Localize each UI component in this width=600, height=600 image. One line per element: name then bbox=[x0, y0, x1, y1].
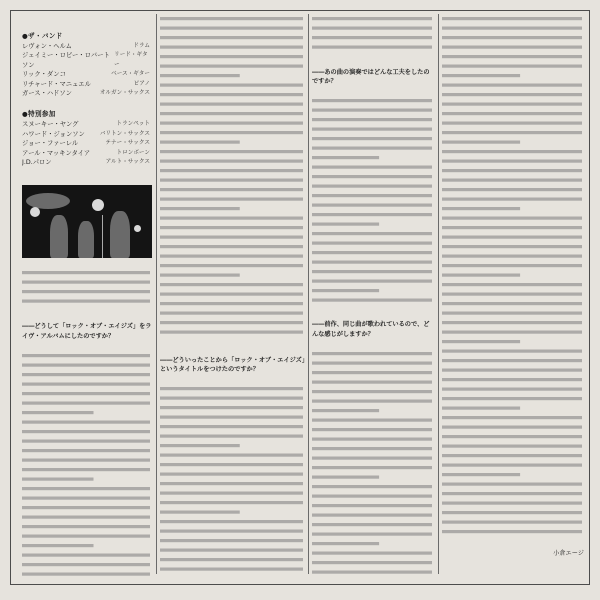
text-lines bbox=[312, 96, 434, 306]
text-line bbox=[312, 17, 432, 20]
text-line bbox=[312, 204, 432, 207]
text-line bbox=[160, 501, 303, 504]
interview-question: ――あの曲の演奏ではどんな工夫をしたのですか？ bbox=[312, 69, 430, 86]
column-divider bbox=[308, 14, 309, 574]
text-line bbox=[442, 321, 582, 324]
member-role: リード・ギター bbox=[114, 52, 148, 68]
text-line bbox=[442, 160, 582, 163]
body-text-block bbox=[22, 268, 152, 308]
text-line bbox=[22, 477, 94, 480]
text-line bbox=[312, 551, 432, 554]
special-member-list bbox=[22, 120, 152, 167]
text-line bbox=[312, 380, 432, 383]
text-line bbox=[160, 435, 303, 438]
text-line bbox=[160, 530, 303, 533]
stage-light bbox=[30, 207, 40, 217]
text-line bbox=[442, 416, 582, 419]
member-name: ハワード・ジョンソン bbox=[22, 130, 85, 138]
text-line bbox=[312, 504, 432, 507]
member-role: アルト・サックス bbox=[105, 159, 150, 166]
member-name: レヴォン・ヘルム bbox=[22, 43, 72, 50]
text-line bbox=[442, 141, 520, 144]
text-line bbox=[160, 312, 303, 315]
text-line bbox=[442, 340, 520, 343]
text-line bbox=[22, 544, 94, 547]
text-line bbox=[160, 55, 303, 58]
text-line bbox=[442, 454, 582, 457]
text-lines bbox=[22, 351, 152, 579]
performer-figure bbox=[78, 221, 94, 258]
text-line bbox=[312, 109, 432, 112]
text-line bbox=[442, 274, 520, 277]
microphone-stand bbox=[102, 215, 103, 258]
text-line bbox=[312, 36, 432, 39]
text-line bbox=[442, 74, 520, 77]
text-lines bbox=[312, 349, 434, 579]
text-line bbox=[22, 525, 150, 528]
text-line bbox=[160, 331, 303, 334]
text-line bbox=[160, 198, 303, 201]
text-line bbox=[160, 520, 303, 523]
text-line bbox=[160, 36, 303, 39]
text-line bbox=[442, 188, 582, 191]
text-line bbox=[442, 27, 582, 30]
text-line bbox=[442, 93, 582, 96]
text-line bbox=[312, 418, 432, 421]
text-line bbox=[312, 299, 432, 302]
text-line bbox=[442, 179, 582, 182]
text-line bbox=[312, 156, 379, 159]
text-line bbox=[442, 36, 582, 39]
text-line bbox=[442, 169, 582, 172]
text-line bbox=[22, 392, 150, 395]
text-line bbox=[442, 245, 582, 248]
text-line bbox=[312, 523, 432, 526]
band-member bbox=[22, 51, 152, 70]
text-line bbox=[312, 513, 432, 516]
interview-question: ――どういったことから「ロック・オブ・エイジズ」というタイトルをつけたのですか？ bbox=[160, 357, 305, 374]
band-heading: ●ザ・バンド bbox=[22, 32, 63, 40]
text-line bbox=[312, 447, 432, 450]
text-line bbox=[312, 561, 432, 564]
text-line bbox=[312, 466, 432, 469]
text-line bbox=[442, 473, 520, 476]
text-line bbox=[160, 179, 303, 182]
text-line bbox=[160, 188, 303, 191]
text-line bbox=[160, 74, 240, 77]
text-line bbox=[160, 549, 303, 552]
text-line bbox=[160, 112, 303, 115]
text-line bbox=[312, 361, 432, 364]
text-line bbox=[312, 570, 432, 573]
text-line bbox=[442, 388, 582, 391]
text-line bbox=[160, 169, 303, 172]
text-line bbox=[312, 409, 379, 412]
text-line bbox=[312, 128, 432, 131]
text-line bbox=[160, 17, 303, 20]
text-line bbox=[22, 449, 150, 452]
text-line bbox=[442, 131, 582, 134]
text-line bbox=[22, 515, 150, 518]
text-line bbox=[160, 245, 303, 248]
text-line bbox=[442, 112, 582, 115]
text-line bbox=[442, 511, 582, 514]
body-text-block bbox=[312, 349, 434, 579]
text-line bbox=[442, 312, 582, 315]
text-line bbox=[160, 511, 240, 514]
text-line bbox=[442, 236, 582, 239]
column-4 bbox=[442, 14, 584, 579]
text-line bbox=[442, 397, 582, 400]
member-role: オルガン・サックス bbox=[99, 90, 150, 97]
member-name: リック・ダンコ bbox=[22, 71, 66, 79]
text-line bbox=[160, 444, 240, 447]
text-line bbox=[442, 122, 582, 125]
guest-member bbox=[22, 120, 152, 129]
text-line bbox=[160, 27, 303, 30]
text-line bbox=[312, 99, 432, 102]
text-line bbox=[312, 485, 432, 488]
member-name: ジョー・ファーレル bbox=[22, 140, 79, 148]
text-line bbox=[160, 473, 303, 476]
text-lines bbox=[160, 384, 305, 574]
text-line bbox=[160, 321, 303, 324]
text-line bbox=[442, 293, 582, 296]
text-line bbox=[160, 217, 303, 220]
body-text-block bbox=[160, 384, 305, 574]
text-line bbox=[312, 185, 432, 188]
text-line bbox=[160, 255, 303, 258]
text-line bbox=[442, 17, 582, 20]
text-line bbox=[160, 264, 303, 267]
interview-question: ――前作、同じ曲が歌われているので、どんな感じがしますか？ bbox=[312, 321, 430, 338]
text-line bbox=[312, 46, 432, 49]
text-line bbox=[442, 103, 582, 106]
text-line bbox=[22, 271, 150, 274]
text-line bbox=[442, 350, 582, 353]
column-divider bbox=[156, 14, 157, 574]
guest-member bbox=[22, 149, 152, 158]
text-line bbox=[22, 506, 150, 509]
text-line bbox=[160, 397, 303, 400]
member-name: リチャード・マニュエル bbox=[22, 80, 91, 88]
text-line bbox=[442, 492, 582, 495]
text-line bbox=[312, 494, 432, 497]
text-line bbox=[442, 426, 582, 429]
text-line bbox=[160, 568, 303, 571]
text-line bbox=[160, 274, 240, 277]
text-line bbox=[442, 302, 582, 305]
text-line bbox=[312, 532, 432, 535]
text-line bbox=[22, 487, 150, 490]
text-line bbox=[22, 563, 150, 566]
text-line bbox=[312, 371, 432, 374]
text-line bbox=[22, 439, 150, 442]
text-line bbox=[22, 420, 150, 423]
text-line bbox=[442, 483, 582, 486]
text-line bbox=[312, 475, 379, 478]
text-line bbox=[160, 131, 303, 134]
text-line bbox=[160, 492, 303, 495]
text-line bbox=[312, 118, 432, 121]
member-name: スヌーキー・ヤング bbox=[22, 121, 79, 129]
text-line bbox=[312, 352, 432, 355]
text-line bbox=[22, 401, 150, 404]
text-lines bbox=[312, 14, 434, 54]
text-line bbox=[160, 406, 303, 409]
text-line bbox=[442, 435, 582, 438]
text-line bbox=[312, 428, 432, 431]
column-2 bbox=[160, 14, 305, 579]
text-line bbox=[22, 572, 150, 575]
text-line bbox=[312, 27, 432, 30]
text-line bbox=[160, 463, 303, 466]
text-line bbox=[442, 207, 520, 210]
text-line bbox=[22, 496, 150, 499]
guest-member bbox=[22, 139, 152, 148]
text-line bbox=[22, 553, 150, 556]
band-member bbox=[22, 80, 152, 89]
text-line bbox=[312, 280, 432, 283]
text-line bbox=[160, 293, 303, 296]
text-line bbox=[160, 84, 303, 87]
text-line bbox=[442, 150, 582, 153]
text-line bbox=[312, 147, 432, 150]
text-line bbox=[22, 281, 150, 284]
text-line bbox=[442, 530, 582, 533]
text-line bbox=[312, 270, 432, 273]
text-line bbox=[160, 103, 303, 106]
band-member-list bbox=[22, 42, 152, 98]
text-line bbox=[312, 542, 379, 545]
text-line bbox=[160, 425, 303, 428]
text-line bbox=[442, 84, 582, 87]
text-line bbox=[160, 150, 303, 153]
text-line bbox=[22, 290, 150, 293]
text-line bbox=[312, 261, 432, 264]
text-line bbox=[312, 289, 379, 292]
text-line bbox=[442, 464, 582, 467]
text-line bbox=[442, 226, 582, 229]
member-name: J.D.パロン bbox=[22, 159, 52, 167]
interview-question: ――どうして「ロック・オブ・エイジズ」をライヴ・アルバムにしたのですか？ bbox=[22, 323, 152, 340]
member-role: ドラム bbox=[133, 43, 150, 49]
special-guests-heading: ●特別参加 bbox=[22, 110, 56, 119]
text-line bbox=[22, 411, 94, 414]
text-line bbox=[442, 264, 582, 267]
text-line bbox=[160, 236, 303, 239]
text-line bbox=[22, 468, 150, 471]
text-line bbox=[442, 378, 582, 381]
text-line bbox=[312, 175, 432, 178]
text-line bbox=[160, 160, 303, 163]
guest-member bbox=[22, 158, 152, 167]
author-signature: 小倉エージ bbox=[553, 550, 584, 557]
text-line bbox=[442, 283, 582, 286]
text-line bbox=[22, 354, 150, 357]
text-line bbox=[442, 369, 582, 372]
member-role: テナー・サックス bbox=[105, 140, 150, 147]
text-line bbox=[442, 217, 582, 220]
text-line bbox=[312, 399, 432, 402]
text-line bbox=[160, 539, 303, 542]
member-role: バリトン・サックス bbox=[99, 130, 150, 137]
text-line bbox=[442, 331, 582, 334]
text-lines bbox=[160, 14, 305, 342]
text-line bbox=[442, 502, 582, 505]
band-member bbox=[22, 89, 152, 98]
member-role: ピアノ bbox=[133, 80, 150, 87]
text-line bbox=[22, 300, 150, 303]
column-1 bbox=[22, 14, 152, 579]
performer-figure bbox=[110, 211, 130, 258]
member-role: ベース・ギター bbox=[111, 71, 150, 78]
text-line bbox=[160, 387, 303, 390]
member-name: アール・マッキンタイア bbox=[22, 149, 91, 157]
text-line bbox=[312, 194, 432, 197]
text-line bbox=[312, 390, 432, 393]
text-line bbox=[22, 363, 150, 366]
stage-light bbox=[134, 225, 141, 232]
body-text-block bbox=[312, 96, 434, 306]
text-line bbox=[160, 46, 303, 49]
text-line bbox=[22, 430, 150, 433]
text-line bbox=[22, 458, 150, 461]
text-line bbox=[312, 213, 432, 216]
text-lines bbox=[442, 14, 584, 544]
body-text-block bbox=[442, 14, 584, 544]
text-line bbox=[160, 302, 303, 305]
text-line bbox=[160, 283, 303, 286]
text-line bbox=[22, 534, 150, 537]
text-line bbox=[160, 558, 303, 561]
live-band-photo bbox=[22, 185, 152, 258]
stage-light bbox=[92, 199, 104, 211]
text-line bbox=[312, 232, 432, 235]
band-member bbox=[22, 42, 152, 51]
text-line bbox=[442, 55, 582, 58]
guest-member bbox=[22, 130, 152, 139]
text-line bbox=[160, 122, 303, 125]
member-name: ジェイミー・ロビー・ロバートソン bbox=[22, 52, 110, 69]
text-line bbox=[312, 242, 432, 245]
text-line bbox=[312, 437, 432, 440]
text-line bbox=[160, 416, 303, 419]
text-line bbox=[22, 382, 150, 385]
performer-figure bbox=[50, 215, 68, 258]
text-line bbox=[160, 454, 303, 457]
text-line bbox=[312, 137, 432, 140]
text-line bbox=[160, 141, 240, 144]
text-line bbox=[442, 255, 582, 258]
body-text-block bbox=[160, 14, 305, 342]
body-text-block bbox=[22, 351, 152, 579]
column-3 bbox=[312, 14, 434, 579]
text-line bbox=[442, 46, 582, 49]
text-line bbox=[22, 373, 150, 376]
text-line bbox=[442, 445, 582, 448]
text-line bbox=[312, 166, 432, 169]
member-role: トロンボーン bbox=[116, 149, 150, 156]
text-line bbox=[160, 207, 240, 210]
text-line bbox=[312, 251, 432, 254]
text-line bbox=[312, 456, 432, 459]
text-line bbox=[160, 482, 303, 485]
body-text-block bbox=[312, 14, 434, 54]
text-line bbox=[442, 198, 582, 201]
text-line bbox=[312, 223, 379, 226]
text-line bbox=[160, 93, 303, 96]
text-line bbox=[160, 65, 303, 68]
text-line bbox=[442, 65, 582, 68]
member-name: ガース・ハドソン bbox=[22, 90, 72, 98]
band-member bbox=[22, 70, 152, 79]
text-line bbox=[442, 521, 582, 524]
text-line bbox=[160, 226, 303, 229]
member-role: トランペット bbox=[116, 121, 150, 128]
column-divider bbox=[438, 14, 439, 574]
text-line bbox=[442, 359, 582, 362]
text-line bbox=[442, 407, 520, 410]
text-lines bbox=[22, 268, 152, 308]
